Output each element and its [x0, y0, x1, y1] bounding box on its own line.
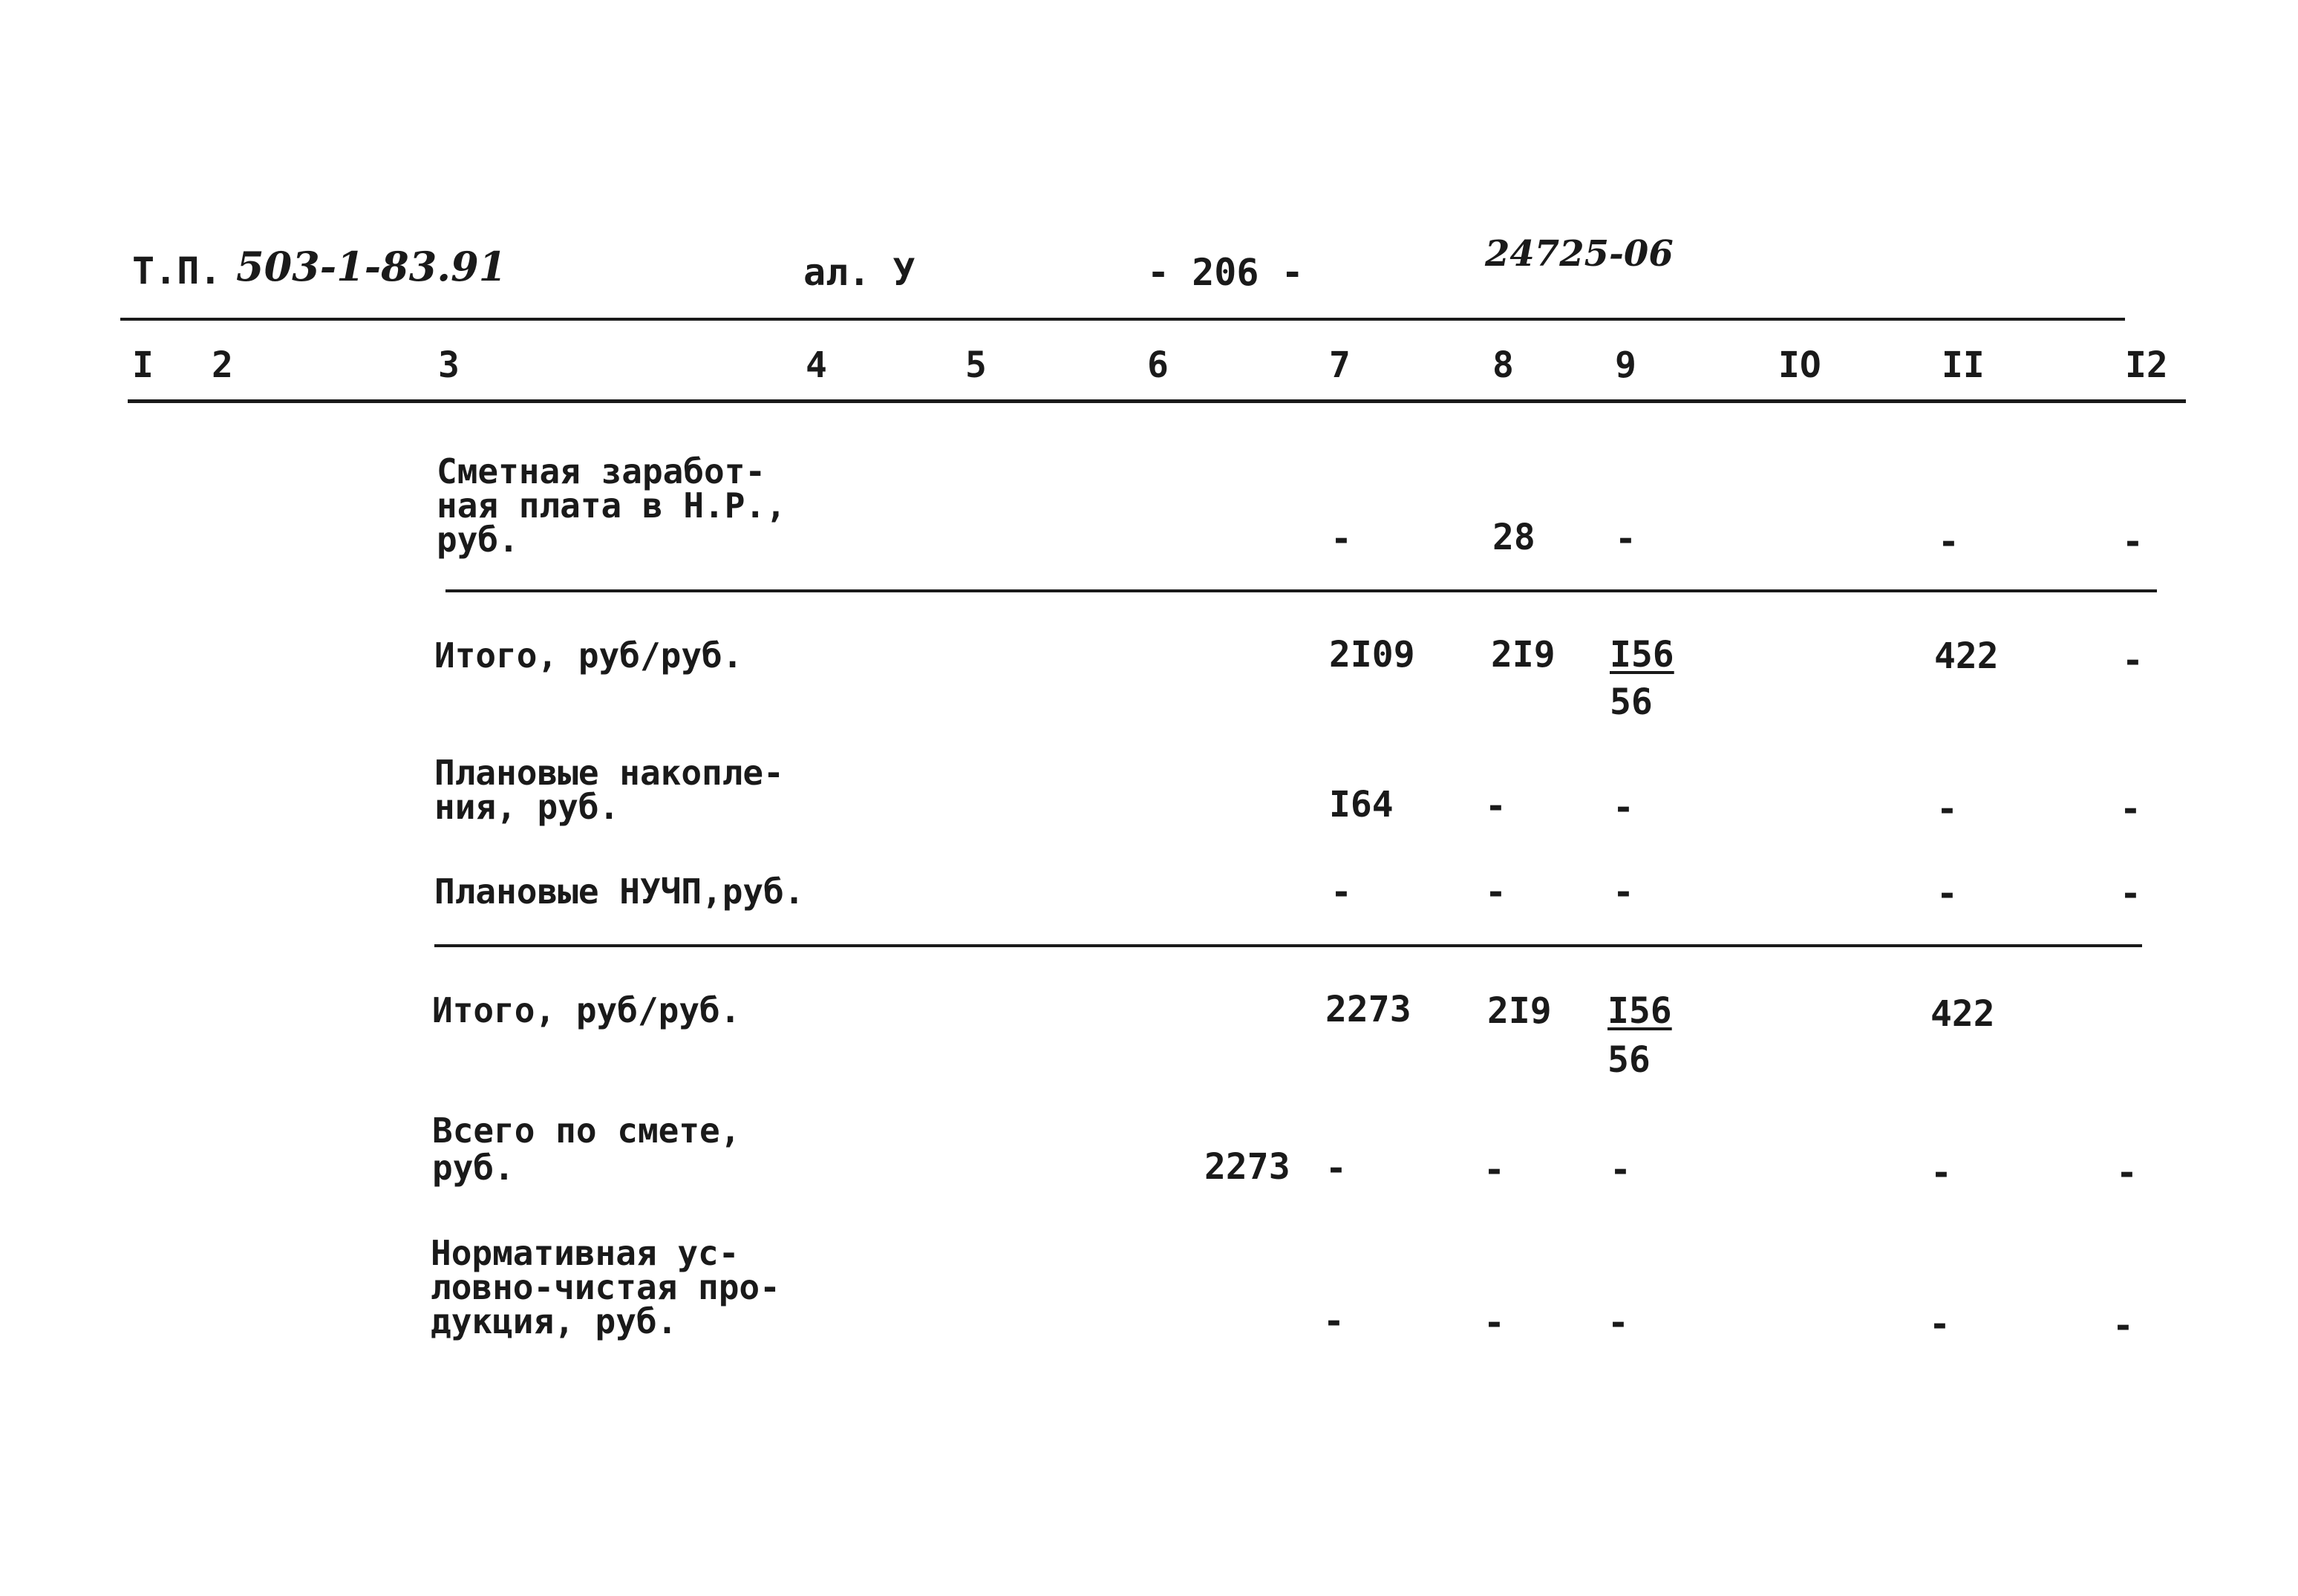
cell-col11: -	[1936, 873, 1958, 915]
column-number-9: 9	[1615, 344, 1636, 386]
document-code: 24725-06	[1485, 233, 1674, 275]
cell-col8: -	[1483, 1149, 1505, 1191]
cell-col8: 28	[1492, 517, 1535, 558]
column-number-6: 6	[1147, 344, 1169, 386]
row-label-line: ная плата в Н.Р.,	[437, 485, 786, 526]
cell-col11: -	[1929, 1304, 1951, 1345]
cell-col9: -	[1610, 1149, 1631, 1191]
row-label-line: дукция, руб.	[431, 1301, 678, 1341]
header-bottom-rule	[128, 399, 2186, 403]
row-label-line: Итого, руб/руб.	[434, 635, 743, 676]
cell-col12: -	[2120, 788, 2141, 830]
cell-col12: -	[2122, 640, 2144, 681]
column-number-4: 4	[806, 344, 827, 386]
cell-col12: -	[2116, 1152, 2138, 1194]
row-label-line: Итого, руб/руб.	[432, 990, 741, 1030]
row-label-line: руб.	[437, 520, 519, 560]
row-label-line: ловно-чистая про-	[431, 1267, 780, 1307]
column-number-3: 3	[438, 344, 460, 386]
cell-col8: -	[1485, 871, 1507, 913]
cell-col9-numerator: I56	[1607, 990, 1672, 1032]
cell-col7: 2273	[1325, 989, 1411, 1030]
cell-col7: 2I09	[1329, 634, 1415, 676]
cell-col8: 2I9	[1487, 990, 1552, 1032]
cell-col11: -	[1936, 788, 1958, 830]
doc-prefix: Т.П.	[132, 249, 222, 292]
cell-col11: 422	[1930, 993, 1995, 1035]
column-number-8: 8	[1492, 344, 1514, 386]
album-label: ал. У	[803, 251, 915, 294]
column-number-5: 5	[965, 344, 987, 386]
row-label-line: ния, руб.	[434, 787, 620, 827]
column-number-11: II	[1942, 344, 1985, 386]
cell-col12: -	[2122, 521, 2144, 563]
row-label-line: руб.	[432, 1148, 515, 1188]
cell-col7: -	[1331, 871, 1352, 913]
cell-col11: -	[1938, 521, 1959, 563]
cell-col8: -	[1483, 1302, 1505, 1344]
cell-col8: -	[1485, 785, 1507, 827]
cell-col9: -	[1613, 787, 1634, 828]
row-label-line: Нормативная ус-	[431, 1233, 740, 1273]
column-number-2: 2	[212, 344, 233, 386]
row-label-line: Плановые НУЧП,руб.	[434, 871, 805, 912]
page-number: - 206 -	[1147, 251, 1304, 294]
cell-col9: -	[1615, 518, 1636, 560]
cell-col9: -	[1613, 871, 1634, 913]
column-number-1: I	[132, 344, 154, 386]
cell-col9-denominator: 56	[1607, 1039, 1651, 1081]
cell-col7: -	[1323, 1301, 1345, 1342]
cell-col9-numerator: I56	[1610, 634, 1674, 676]
cell-col7: I64	[1329, 784, 1394, 825]
cell-col8: 2I9	[1491, 634, 1556, 676]
section-rule	[434, 944, 2142, 947]
cell-col6: 2273	[1204, 1146, 1290, 1188]
cell-col12: -	[2120, 873, 2141, 915]
cell-col9: -	[1607, 1302, 1629, 1344]
cell-col12: -	[2112, 1305, 2134, 1347]
cell-col11: -	[1930, 1152, 1952, 1194]
cell-col11: 422	[1934, 635, 1999, 677]
row-label-line: Всего по смете,	[432, 1111, 741, 1151]
cell-col9-denominator: 56	[1610, 681, 1653, 723]
row-label-line: Плановые накопле-	[434, 753, 784, 793]
row-label-line: Сметная заработ-	[437, 451, 766, 491]
column-number-10: IO	[1778, 344, 1821, 386]
header-top-rule	[120, 318, 2125, 321]
column-number-7: 7	[1329, 344, 1351, 386]
project-code: 503-1-83.91	[236, 243, 507, 290]
column-number-12: I2	[2125, 344, 2168, 386]
section-rule	[445, 589, 2157, 592]
cell-col7: -	[1325, 1148, 1347, 1189]
cell-col7: -	[1331, 518, 1352, 560]
